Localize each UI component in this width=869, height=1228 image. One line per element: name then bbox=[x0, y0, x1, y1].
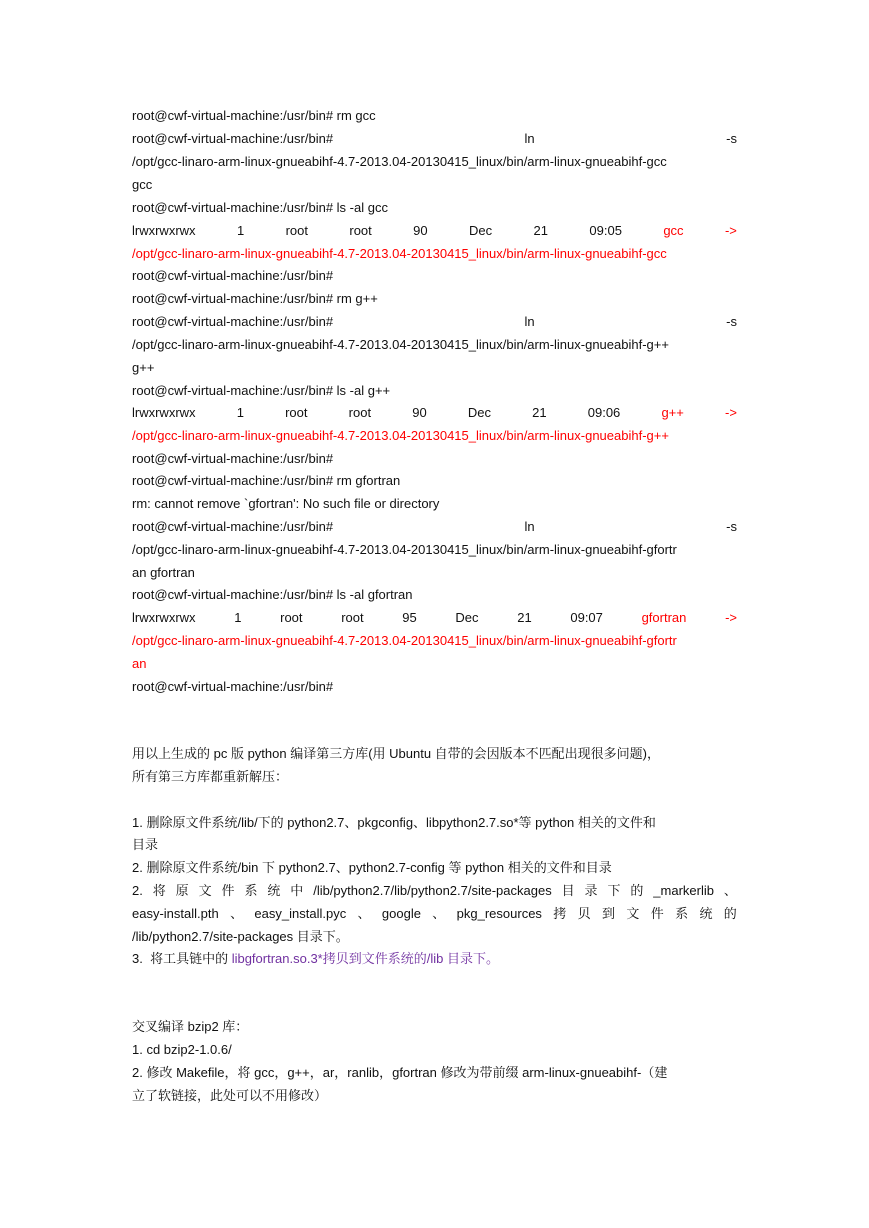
line-token: 到 bbox=[602, 906, 616, 921]
line-token: 1 bbox=[236, 223, 245, 238]
line-token: 90 bbox=[412, 405, 427, 420]
line-token: root bbox=[341, 610, 364, 625]
line-token: Dec bbox=[467, 405, 491, 420]
line-token: 录 bbox=[584, 883, 598, 898]
line-token: ln bbox=[524, 314, 535, 329]
line-token: root bbox=[285, 223, 308, 238]
text-line: root@cwf-virtual-machine:/usr/bin# rm gcc bbox=[132, 108, 376, 123]
text-line: 所有第三方库都重新解压： bbox=[132, 769, 289, 784]
line-token: 统 bbox=[267, 883, 281, 898]
text-line: 用以上生成的 pc 版 python 编译第三方库(用 Ubuntu 自带的会因版本不匹配出现很多问题)， bbox=[132, 746, 661, 761]
ls-output-line bbox=[132, 401, 737, 424]
line-token: 系 bbox=[675, 906, 689, 921]
text-line: root@cwf-virtual-machine:/usr/bin# bbox=[132, 268, 334, 283]
line-token: -> bbox=[724, 223, 737, 238]
text-line: an bbox=[132, 656, 147, 671]
line-token: Dec bbox=[455, 610, 479, 625]
line-token: 21 bbox=[533, 223, 548, 238]
line-token: ln bbox=[524, 131, 535, 146]
text-line: /opt/gcc-linaro-arm-linux-gnueabihf-4.7-2013.04-20130415_linux/bin/arm-linux-gnueabihf-g++ bbox=[132, 428, 669, 443]
text-line: 交叉编译 bzip2 库： bbox=[132, 1019, 249, 1034]
line-token: root@cwf-virtual-machine:/usr/bin# bbox=[132, 131, 334, 146]
line-token: pkg_resources bbox=[456, 906, 542, 921]
line-token: 1 bbox=[236, 405, 244, 420]
line-token: 中 bbox=[290, 883, 304, 898]
line-token: 件 bbox=[221, 883, 235, 898]
line-token: 统 bbox=[699, 906, 713, 921]
text-line: root@cwf-virtual-machine:/usr/bin# bbox=[132, 451, 334, 466]
line-token: -> bbox=[725, 610, 737, 625]
text-line: gcc bbox=[132, 177, 153, 192]
line-token: 原 bbox=[175, 883, 189, 898]
text-line: rm: cannot remove `gfortran': No such file or directory bbox=[132, 496, 440, 511]
line-token: 系 bbox=[244, 883, 258, 898]
line-token: 90 bbox=[413, 223, 428, 238]
justified-line bbox=[132, 127, 737, 150]
line-token: 目 bbox=[561, 883, 575, 898]
line-token: root@cwf-virtual-machine:/usr/bin# bbox=[132, 314, 334, 329]
line-token: 09:07 bbox=[570, 610, 603, 625]
justified-line bbox=[132, 902, 737, 925]
line-token: 09:06 bbox=[587, 405, 621, 420]
text-line: root@cwf-virtual-machine:/usr/bin# rm g++ bbox=[132, 291, 378, 306]
line-token: root bbox=[348, 405, 372, 420]
line-token: 1 bbox=[234, 610, 242, 625]
justified-line bbox=[132, 310, 737, 333]
line-token: root bbox=[285, 405, 308, 420]
line-token: 、 bbox=[432, 906, 446, 921]
line-token: 拷 bbox=[553, 906, 567, 921]
line-token: root@cwf-virtual-machine:/usr/bin# bbox=[132, 519, 334, 534]
text-line: /opt/gcc-linaro-arm-linux-gnueabihf-4.7-2013.04-20130415_linux/bin/arm-linux-gnueabihf-gcc bbox=[132, 154, 667, 169]
line-token: root bbox=[280, 610, 303, 625]
text-line: root@cwf-virtual-machine:/usr/bin# bbox=[132, 679, 334, 694]
line-token: -> bbox=[725, 405, 737, 420]
text-line: root@cwf-virtual-machine:/usr/bin# ls -al gcc bbox=[132, 200, 388, 215]
line-token: Dec bbox=[469, 223, 493, 238]
text-line: /lib/python2.7/site-packages 目录下。 bbox=[132, 929, 349, 944]
justified-line bbox=[132, 879, 737, 902]
line-token: 文 bbox=[198, 883, 212, 898]
text-line: g++ bbox=[132, 360, 155, 375]
line-token: lrwxrwxrwx bbox=[132, 610, 196, 625]
text-line: 1. 删除原文件系统/lib/下的 python2.7、pkgconfig、libpython2.7.so*等 python 相关的文件和 bbox=[132, 815, 656, 830]
text-line: 1. cd bzip2-1.0.6/ bbox=[132, 1042, 232, 1057]
line-token: 件 bbox=[650, 906, 664, 921]
line-token: -s bbox=[726, 131, 737, 146]
text-line: 立了软链接，此处可以不用修改） bbox=[132, 1088, 328, 1103]
ls-output-line bbox=[132, 606, 737, 629]
line-token: 21 bbox=[517, 610, 532, 625]
text-line: /opt/gcc-linaro-arm-linux-gnueabihf-4.7-2013.04-20130415_linux/bin/arm-linux-gnueabihf-gfortr bbox=[132, 633, 677, 648]
line-token: -s bbox=[726, 519, 737, 534]
line-token: gfortran bbox=[641, 610, 687, 625]
line-token: 文 bbox=[626, 906, 640, 921]
line-token: easy_install.pyc bbox=[254, 906, 347, 921]
line-token: ln bbox=[524, 519, 535, 534]
text-line: root@cwf-virtual-machine:/usr/bin# ls -al g++ bbox=[132, 383, 391, 398]
text-line: root@cwf-virtual-machine:/usr/bin# rm gfortran bbox=[132, 473, 401, 488]
line-token: 、 bbox=[230, 906, 244, 921]
justified-line bbox=[132, 515, 737, 538]
line-token: g++ bbox=[661, 405, 684, 420]
line-token: easy-install.pth bbox=[132, 906, 219, 921]
text-line: 2. 修改 Makefile，将 gcc，g++，ar，ranlib，gfortran 修改为带前缀 arm-linux-gnueabihf-（建 bbox=[132, 1065, 668, 1080]
line-token: lrwxrwxrwx bbox=[132, 223, 196, 238]
line-token: root bbox=[349, 223, 372, 238]
line-token: 的 bbox=[723, 906, 737, 921]
line-token: 下 bbox=[607, 883, 621, 898]
line-token: gcc bbox=[663, 223, 684, 238]
line-token: lrwxrwxrwx bbox=[132, 405, 196, 420]
line-token: 的 bbox=[630, 883, 644, 898]
text-line: an gfortran bbox=[132, 565, 195, 580]
line-token: /lib/python2.7/lib/python2.7/site-packages bbox=[313, 883, 552, 898]
text-line: /opt/gcc-linaro-arm-linux-gnueabihf-4.7-2013.04-20130415_linux/bin/arm-linux-gnueabihf-g++ bbox=[132, 337, 669, 352]
line-token: 、 bbox=[723, 883, 737, 898]
line-token: 95 bbox=[402, 610, 417, 625]
line-token: _markerlib bbox=[653, 883, 714, 898]
text-line: 2. 删除原文件系统/bin 下 python2.7、python2.7-config 等 python 相关的文件和目录 bbox=[132, 860, 612, 875]
line-token: google bbox=[381, 906, 421, 921]
step3-line bbox=[132, 947, 737, 970]
text-line: root@cwf-virtual-machine:/usr/bin# ls -al gfortran bbox=[132, 587, 413, 602]
step3-prefix: 3. 将工具链中的 bbox=[132, 951, 232, 966]
line-token: 09:05 bbox=[589, 223, 622, 238]
ls-output-line bbox=[132, 219, 737, 242]
text-line: /opt/gcc-linaro-arm-linux-gnueabihf-4.7-2013.04-20130415_linux/bin/arm-linux-gnueabihf-gcc bbox=[132, 246, 667, 261]
line-token: -s bbox=[726, 314, 737, 329]
line-token: 2. bbox=[132, 883, 143, 898]
text-line: /opt/gcc-linaro-arm-linux-gnueabihf-4.7-2013.04-20130415_linux/bin/arm-linux-gnueabihf-gfortr bbox=[132, 542, 677, 557]
step3-highlight: libgfortran.so.3*拷贝到文件系统的/lib 目录下。 bbox=[231, 951, 499, 966]
line-token: 21 bbox=[532, 405, 547, 420]
text-line: 目录 bbox=[132, 837, 159, 852]
line-token: 贝 bbox=[577, 906, 591, 921]
line-token: 将 bbox=[152, 883, 166, 898]
line-token: 、 bbox=[357, 906, 371, 921]
